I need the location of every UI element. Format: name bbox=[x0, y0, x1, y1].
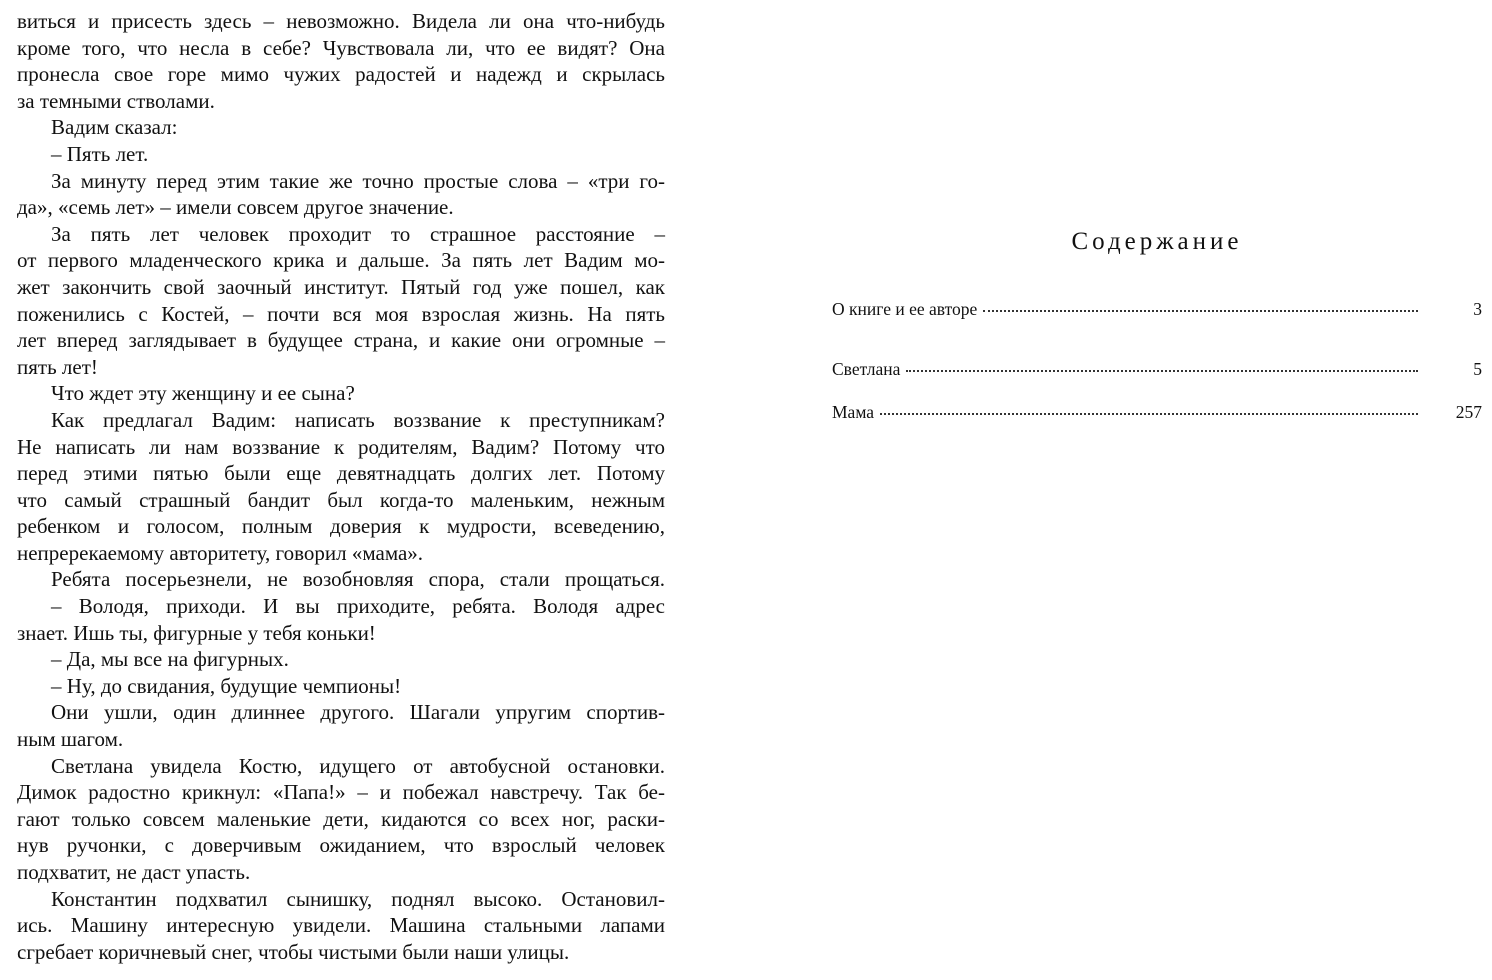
text-line: кроме того, что несла в себе? Чувствовала ли, что ее видят? Она bbox=[17, 35, 665, 60]
text-line: поженились с Костей, – почти вся моя взрослая жизнь. На пять bbox=[17, 301, 665, 326]
text-line: знает. Ишь ты, фигурные у тебя коньки! bbox=[17, 620, 376, 645]
left-page bbox=[17, 8, 665, 973]
toc-entry-title: Светлана bbox=[832, 359, 901, 379]
toc-entry[interactable] bbox=[832, 357, 1482, 381]
text-line: ребенком и голосом, полным доверия к мудрости, всеведению, bbox=[17, 514, 665, 539]
text-line: Ребята посерьезнели, не возобновляя спора, стали прощаться. bbox=[51, 567, 665, 592]
text-line: Светлана увидела Костю, идущего от автобусной остановки. bbox=[51, 753, 665, 778]
text-line: перед этими пятью были еще девятнадцать долгих лет. Потому bbox=[17, 461, 665, 486]
text-line: За пять лет человек проходит то страшное расстояние – bbox=[51, 221, 665, 246]
text-line: Не написать ли нам воззвание к родителям, Вадим? Потому что bbox=[17, 434, 665, 459]
text-line: ись. Машину интересную увидели. Машина стальными лапами bbox=[17, 913, 665, 938]
text-line: от первого младенческого крика и дальше. За пять лет Вадим мо- bbox=[17, 248, 665, 273]
text-line: – Да, мы все на фигурных. bbox=[51, 647, 289, 672]
text-line: Они ушли, один длиннее другого. Шагали упругим спортив- bbox=[51, 700, 665, 725]
toc-leader-dots bbox=[880, 412, 1418, 415]
toc-entry[interactable] bbox=[832, 400, 1482, 424]
text-line: жет закончить свой заочный институт. Пятый год уже пошел, как bbox=[17, 274, 665, 299]
toc-entry[interactable] bbox=[832, 297, 1482, 321]
left-page-text bbox=[17, 8, 665, 965]
text-line: пять лет! bbox=[17, 354, 98, 379]
text-line: ным шагом. bbox=[17, 727, 124, 752]
text-line: Как предлагал Вадим: написать воззвание к преступникам? bbox=[51, 407, 665, 432]
toc-entry-page: 3 bbox=[1473, 299, 1482, 319]
text-line: – Пять лет. bbox=[51, 141, 149, 166]
toc-leader-dots bbox=[906, 369, 1418, 372]
text-line: лет вперед заглядывает в будущее страна, и какие они огромные – bbox=[17, 328, 665, 353]
text-line: нув ручонки, с доверчивым ожиданием, что взрослый человек bbox=[17, 833, 665, 858]
toc-leader-dots bbox=[983, 309, 1418, 312]
text-line: Вадим сказал: bbox=[51, 115, 178, 140]
toc-entry-page: 257 bbox=[1455, 402, 1482, 422]
toc-entry-page: 5 bbox=[1473, 359, 1482, 379]
text-line: сгребает коричневый снег, чтобы чистыми были наши улицы. bbox=[17, 939, 570, 964]
text-line: – Ну, до свидания, будущие чемпионы! bbox=[51, 673, 402, 698]
text-line: за темными стволами. bbox=[17, 88, 215, 113]
text-line: непререкаемому авторитету, говорил «мама». bbox=[17, 540, 424, 565]
text-line: За минуту перед этим такие же точно простые слова – «три го- bbox=[51, 168, 665, 193]
text-line: Константин подхватил сынишку, поднял высоко. Остановил- bbox=[51, 886, 665, 911]
toc-title: Содержание bbox=[1071, 228, 1243, 255]
toc-entry-title: О книге и ее авторе bbox=[832, 299, 978, 319]
text-line: Димок радостно крикнул: «Папа!» – и побежал навстречу. Так бе- bbox=[17, 780, 665, 805]
text-line: что самый страшный бандит был когда-то маленьким, нежным bbox=[17, 487, 665, 512]
text-line: пронесла свое горе мимо чужих радостей и надежд и скрылась bbox=[17, 62, 665, 87]
text-line: да», «семь лет» – имели совсем другое значение. bbox=[17, 195, 454, 220]
text-line: гают только совсем маленькие дети, кидаются со всех ног, раски- bbox=[17, 806, 665, 831]
right-page bbox=[832, 0, 1482, 980]
text-line: виться и присесть здесь – невозможно. Видела ли она что-нибудь bbox=[17, 9, 665, 33]
text-line: подхватит, не даст упасть. bbox=[17, 860, 251, 884]
toc-entry-title: Мама bbox=[832, 402, 875, 422]
text-line: Что ждет эту женщину и ее сына? bbox=[51, 381, 355, 406]
text-line: – Володя, приходи. И вы приходите, ребята. Володя адрес bbox=[51, 594, 665, 619]
